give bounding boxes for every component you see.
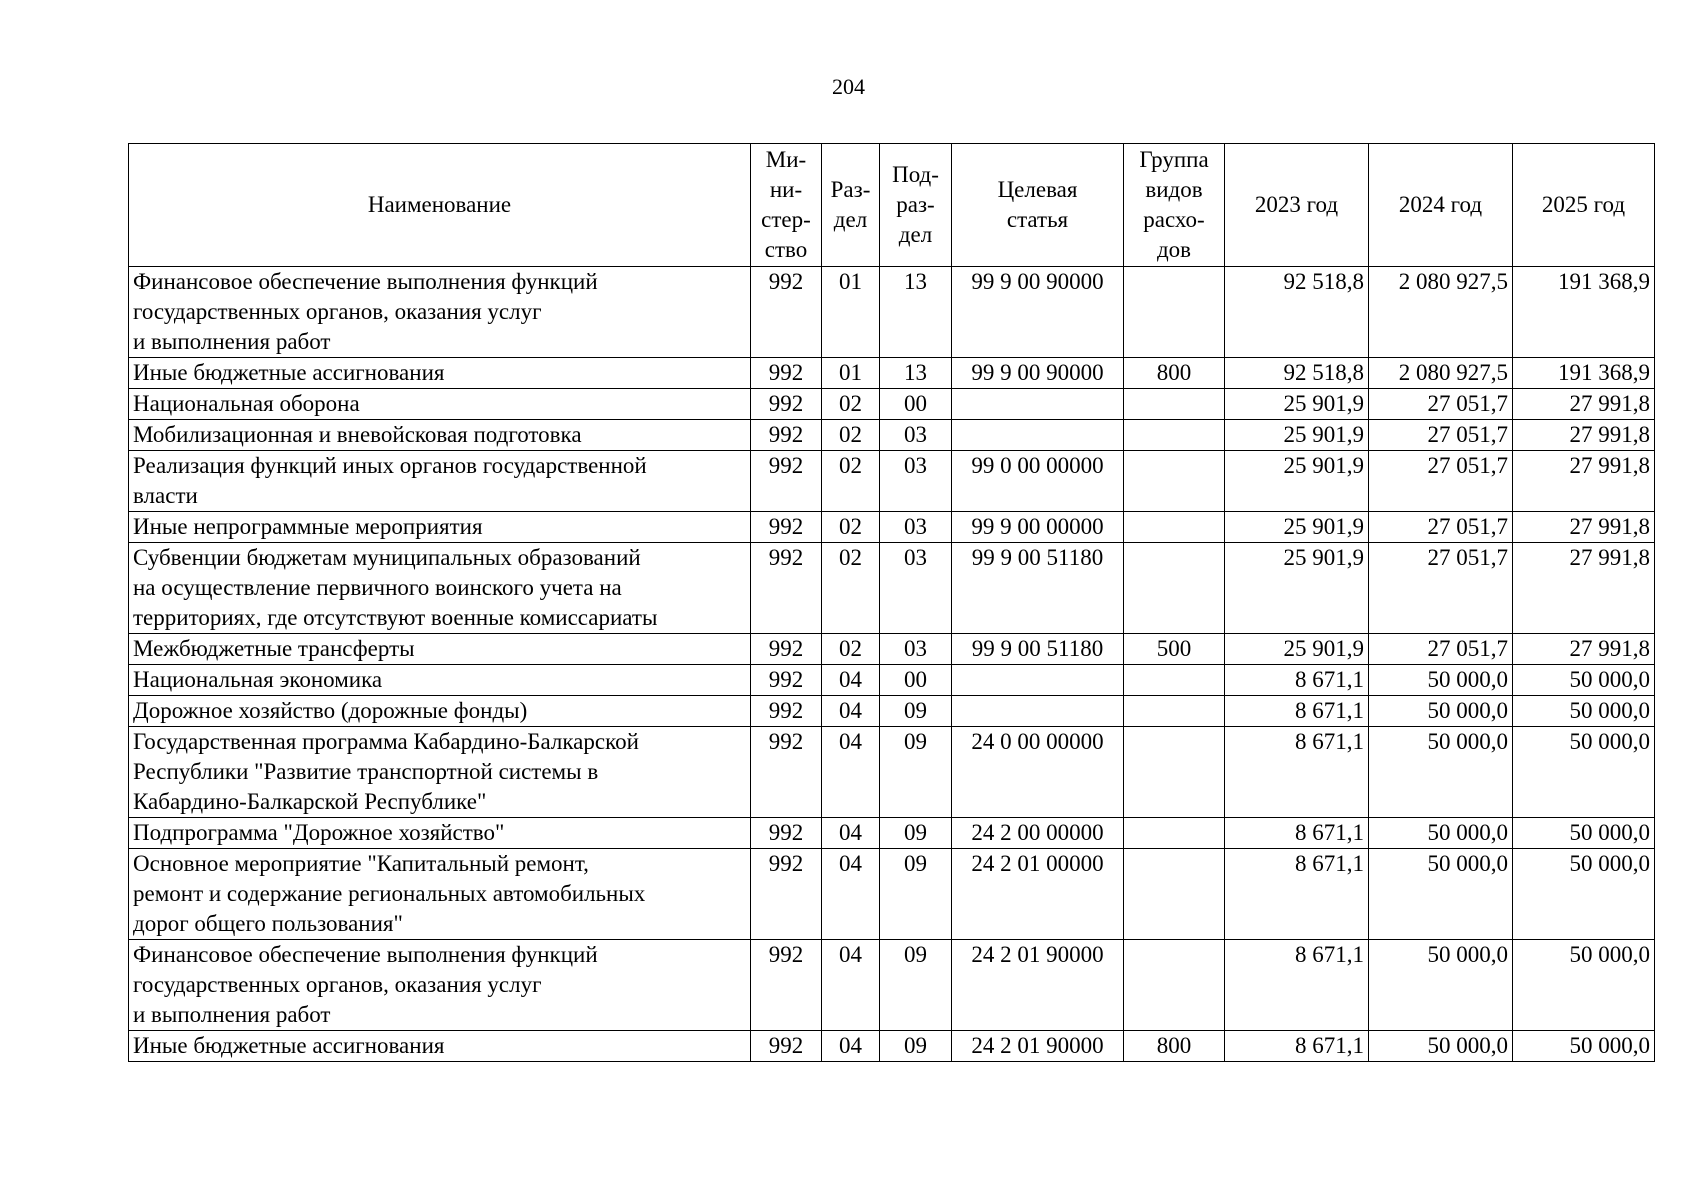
table-row [129,389,1655,420]
cell-2024: 50 000,0 [1369,1031,1513,1062]
table-row [129,727,1655,818]
cell-2024: 27 051,7 [1369,543,1513,634]
cell-2025: 50 000,0 [1513,665,1655,696]
cell-2025: 191 368,9 [1513,267,1655,358]
cell-2023: 8 671,1 [1225,818,1369,849]
cell-2023: 25 901,9 [1225,543,1369,634]
cell-ministry: 992 [751,849,822,940]
cell-2023: 25 901,9 [1225,451,1369,512]
cell-group [1124,389,1225,420]
cell-group [1124,940,1225,1031]
cell-name: Мобилизационная и вневойсковая подготовка [129,420,751,451]
cell-group [1124,420,1225,451]
cell-name: Межбюджетные трансферты [129,634,751,665]
cell-group [1124,543,1225,634]
header-2024: 2024 год [1369,144,1513,267]
table-row [129,849,1655,940]
cell-2024: 27 051,7 [1369,389,1513,420]
header-name: Наименование [129,144,751,267]
cell-2025: 27 991,8 [1513,451,1655,512]
table-body [129,267,1655,1062]
cell-ministry: 992 [751,940,822,1031]
cell-section: 04 [822,1031,880,1062]
cell-2024: 50 000,0 [1369,696,1513,727]
cell-name: Финансовое обеспечение выполнения функций государственных органов, оказания услуг и выполнения работ [129,940,751,1031]
cell-2024: 2 080 927,5 [1369,358,1513,389]
cell-target: 99 9 00 00000 [952,512,1124,543]
cell-2024: 50 000,0 [1369,665,1513,696]
table-row [129,358,1655,389]
page-number: 204 [832,74,865,99]
header-ministry: Ми- ни- стер- ство [751,144,822,267]
cell-2023: 8 671,1 [1225,696,1369,727]
cell-2023: 92 518,8 [1225,358,1369,389]
cell-group [1124,665,1225,696]
cell-2024: 27 051,7 [1369,420,1513,451]
cell-name: Субвенции бюджетам муниципальных образований на осуществление первичного воинского учета на территориях, где отсутствуют военные комиссариаты [129,543,751,634]
cell-name: Национальная оборона [129,389,751,420]
cell-2024: 27 051,7 [1369,634,1513,665]
cell-target [952,665,1124,696]
cell-name: Государственная программа Кабардино-Балкарской Республики "Развитие транспортной системы в Кабардино-Балкарской Республике" [129,727,751,818]
table-row [129,634,1655,665]
cell-ministry: 992 [751,727,822,818]
cell-2023: 25 901,9 [1225,634,1369,665]
header-2023: 2023 год [1225,144,1369,267]
cell-group [1124,818,1225,849]
cell-ministry: 992 [751,696,822,727]
cell-section: 04 [822,727,880,818]
cell-group [1124,451,1225,512]
cell-subsection: 09 [880,1031,952,1062]
cell-subsection: 03 [880,543,952,634]
cell-subsection: 13 [880,358,952,389]
cell-ministry: 992 [751,543,822,634]
cell-name: Финансовое обеспечение выполнения функций государственных органов, оказания услуг и выполнения работ [129,267,751,358]
header-target: Целевая статья [952,144,1124,267]
cell-section: 04 [822,696,880,727]
cell-subsection: 09 [880,940,952,1031]
cell-2025: 50 000,0 [1513,818,1655,849]
cell-subsection: 00 [880,389,952,420]
header-subsection: Под- раз- дел [880,144,952,267]
cell-2023: 8 671,1 [1225,940,1369,1031]
table-row [129,267,1655,358]
cell-section: 02 [822,512,880,543]
cell-2025: 50 000,0 [1513,849,1655,940]
header-2025: 2025 год [1513,144,1655,267]
cell-target [952,389,1124,420]
cell-section: 04 [822,940,880,1031]
cell-section: 04 [822,818,880,849]
cell-subsection: 03 [880,512,952,543]
cell-target: 24 2 01 90000 [952,1031,1124,1062]
table-row [129,543,1655,634]
cell-2024: 50 000,0 [1369,849,1513,940]
cell-subsection: 03 [880,634,952,665]
table-row [129,512,1655,543]
table-row [129,818,1655,849]
cell-group [1124,849,1225,940]
cell-group: 800 [1124,358,1225,389]
cell-target: 24 2 01 90000 [952,940,1124,1031]
header-group: Группа видов расхо- дов [1124,144,1225,267]
cell-section: 02 [822,389,880,420]
cell-subsection: 00 [880,665,952,696]
cell-2024: 27 051,7 [1369,512,1513,543]
cell-subsection: 09 [880,727,952,818]
cell-target: 99 9 00 90000 [952,267,1124,358]
cell-2025: 50 000,0 [1513,696,1655,727]
cell-section: 02 [822,543,880,634]
cell-name: Иные непрограммные мероприятия [129,512,751,543]
table-row [129,1031,1655,1062]
header-section: Раз- дел [822,144,880,267]
cell-target: 24 2 00 00000 [952,818,1124,849]
cell-target: 99 0 00 00000 [952,451,1124,512]
budget-table [128,143,1655,1062]
table-row [129,940,1655,1031]
cell-2024: 50 000,0 [1369,818,1513,849]
cell-group: 800 [1124,1031,1225,1062]
cell-ministry: 992 [751,420,822,451]
cell-subsection: 09 [880,696,952,727]
cell-ministry: 992 [751,1031,822,1062]
cell-2024: 2 080 927,5 [1369,267,1513,358]
cell-section: 04 [822,665,880,696]
cell-subsection: 13 [880,267,952,358]
cell-ministry: 992 [751,665,822,696]
cell-target: 99 9 00 51180 [952,634,1124,665]
table-row [129,420,1655,451]
cell-2023: 8 671,1 [1225,1031,1369,1062]
cell-2025: 27 991,8 [1513,512,1655,543]
cell-2025: 27 991,8 [1513,420,1655,451]
header-row [129,144,1655,267]
cell-subsection: 03 [880,420,952,451]
cell-2023: 25 901,9 [1225,420,1369,451]
cell-section: 01 [822,267,880,358]
cell-target: 24 0 00 00000 [952,727,1124,818]
cell-ministry: 992 [751,267,822,358]
cell-name: Национальная экономика [129,665,751,696]
cell-2023: 8 671,1 [1225,665,1369,696]
cell-2025: 50 000,0 [1513,727,1655,818]
cell-group [1124,267,1225,358]
cell-group [1124,696,1225,727]
cell-target [952,420,1124,451]
cell-target: 99 9 00 51180 [952,543,1124,634]
cell-name: Подпрограмма "Дорожное хозяйство" [129,818,751,849]
cell-ministry: 992 [751,512,822,543]
cell-2024: 27 051,7 [1369,451,1513,512]
cell-target: 99 9 00 90000 [952,358,1124,389]
cell-name: Реализация функций иных органов государственной власти [129,451,751,512]
table-row [129,451,1655,512]
cell-section: 04 [822,849,880,940]
cell-ministry: 992 [751,818,822,849]
cell-name: Дорожное хозяйство (дорожные фонды) [129,696,751,727]
cell-2023: 25 901,9 [1225,512,1369,543]
cell-target [952,696,1124,727]
cell-2024: 50 000,0 [1369,940,1513,1031]
cell-subsection: 09 [880,849,952,940]
cell-2025: 191 368,9 [1513,358,1655,389]
cell-group [1124,512,1225,543]
cell-section: 02 [822,634,880,665]
cell-group [1124,727,1225,818]
cell-2025: 50 000,0 [1513,940,1655,1031]
cell-2025: 27 991,8 [1513,543,1655,634]
cell-name: Иные бюджетные ассигнования [129,1031,751,1062]
cell-ministry: 992 [751,358,822,389]
cell-section: 01 [822,358,880,389]
cell-2023: 25 901,9 [1225,389,1369,420]
cell-2025: 27 991,8 [1513,634,1655,665]
cell-subsection: 03 [880,451,952,512]
cell-section: 02 [822,420,880,451]
cell-section: 02 [822,451,880,512]
cell-target: 24 2 01 00000 [952,849,1124,940]
table-row [129,665,1655,696]
cell-2024: 50 000,0 [1369,727,1513,818]
cell-name: Основное мероприятие "Капитальный ремонт, ремонт и содержание региональных автомобильных дорог общего пользования" [129,849,751,940]
cell-name: Иные бюджетные ассигнования [129,358,751,389]
cell-2023: 8 671,1 [1225,727,1369,818]
table-row [129,696,1655,727]
cell-ministry: 992 [751,389,822,420]
cell-2023: 8 671,1 [1225,849,1369,940]
cell-subsection: 09 [880,818,952,849]
cell-2023: 92 518,8 [1225,267,1369,358]
cell-ministry: 992 [751,451,822,512]
cell-group: 500 [1124,634,1225,665]
cell-2025: 27 991,8 [1513,389,1655,420]
cell-2025: 50 000,0 [1513,1031,1655,1062]
cell-ministry: 992 [751,634,822,665]
